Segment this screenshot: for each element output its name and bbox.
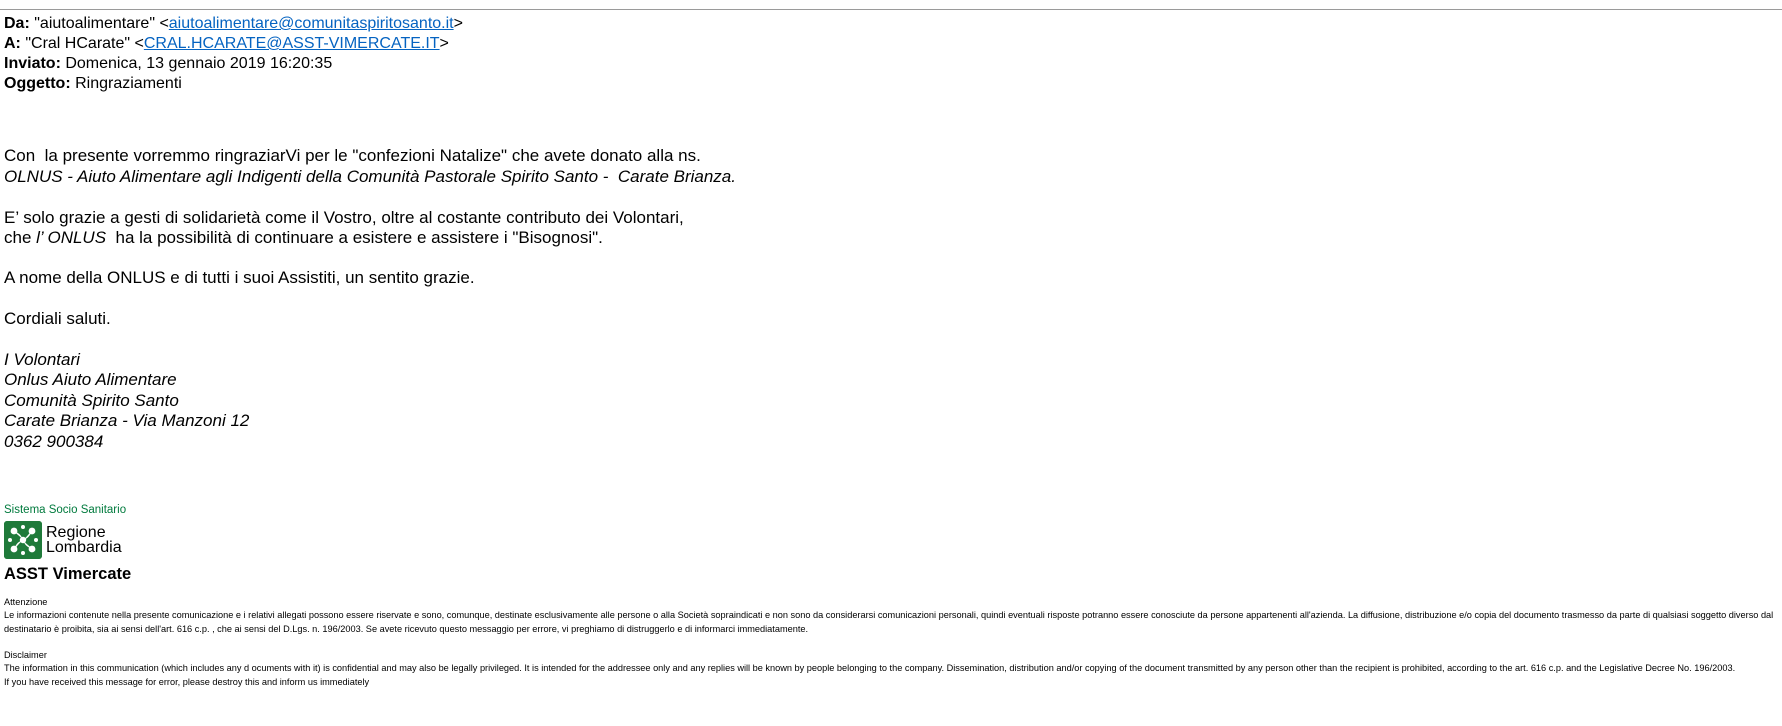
sistema-socio-sanitario-text: Sistema Socio Sanitario xyxy=(4,504,127,516)
body-line-4-pre: che xyxy=(4,228,37,247)
from-row xyxy=(4,14,463,34)
signature-line-2: Onlus Aiuto Alimentare xyxy=(4,370,177,389)
rose-camuna-icon xyxy=(4,521,42,559)
from-label: Da: xyxy=(4,15,30,32)
email-body xyxy=(4,146,736,452)
regione-text: Regione xyxy=(46,524,106,541)
disclaimer-en-text: The information in this communication (which includes any d ocuments with it) is confidential and may also be legally privileged. It is intended for the addressee only and any replies will be known by people belonging to the company. Dissemination, distribution and/or copying of the document transmitted by any person other than the recipient is prohibited, according to the art. 616 c.p. and the Legislative Decree No. 196/2003. xyxy=(4,663,1736,674)
top-divider xyxy=(0,9,1782,10)
signature-line-5: 0362 900384 xyxy=(4,431,104,451)
regione-lombardia-logo xyxy=(4,521,131,559)
body-line-2: OLNUS - Aiuto Alimentare agli Indigenti della Comunità Pastorale Spirito Santo - Carate Brianza. xyxy=(4,166,736,186)
subject-label: Oggetto: xyxy=(4,75,71,92)
body-line-4-italic: l’ ONLUS xyxy=(36,228,107,247)
regione-lombardia-text xyxy=(46,525,122,555)
legal-disclaimer xyxy=(4,596,1774,689)
from-close: > xyxy=(453,15,463,32)
body-line-1: Con la presente vorremmo ringraziarVi per le "confezioni Natalize" che avete donato alla ns. xyxy=(4,146,701,165)
regione-lombardia-logo-block xyxy=(4,503,131,584)
body-line-4 xyxy=(4,228,736,249)
signature-line-4: Carate Brianza - Via Manzoni 12 xyxy=(4,411,250,430)
subject-row xyxy=(4,74,463,94)
to-row xyxy=(4,34,463,54)
disclaimer-it-title: Attenzione xyxy=(4,597,48,607)
sent-row xyxy=(4,54,463,74)
sent-value: Domenica, 13 gennaio 2019 16:20:35 xyxy=(65,55,333,72)
email-header xyxy=(4,14,463,94)
subject-value: Ringraziamenti xyxy=(75,75,182,92)
signature-line-3: Comunità Spirito Santo xyxy=(4,390,179,410)
to-email-link[interactable]: CRAL.HCARATE@ASST-VIMERCATE.IT xyxy=(143,35,440,52)
lombardia-text: Lombardia xyxy=(46,539,122,556)
to-name: "Cral HCarate" < xyxy=(25,35,144,52)
to-label: A: xyxy=(4,35,21,52)
from-email-link[interactable]: aiutoalimentare@comunitaspiritosanto.it xyxy=(168,15,454,32)
signature-line-1: I Volontari xyxy=(4,349,80,369)
asst-vimercate-text: ASST Vimercate xyxy=(4,565,132,583)
disclaimer-en-text-2: If you have received this message for error, please destroy this and inform us immediately xyxy=(4,676,370,687)
body-line-6: Cordiali saluti. xyxy=(4,308,111,328)
disclaimer-it-text: Le informazioni contenute nella presente comunicazione e i relativi allegati possono essere riservate e sono, comunque, destinate esclusivamente alle persone o alla Società sopraindicati e non sono da considerarsi comunicazioni personali, quindi eventuali risposte potranno essere conosciute da persone appartenenti all'azienda. La diffusione, distribuzione e/o copia del documento trasmesso da parte di qualsiasi soggetto diverso dal destinatario è proibita, sia ai sensi dell'art. 616 c.p. , che ai sensi del D.Lgs. n. 196/2003. Se avete ricevuto questo messaggio per errore, vi preghiamo di distruggerlo e di informarci immediatamente. xyxy=(4,610,1774,634)
body-line-3: E’ solo grazie a gesti di solidarietà come il Vostro, oltre al costante contributo dei Volontari, xyxy=(4,207,684,227)
from-name: "aiutoalimentare" < xyxy=(34,15,169,32)
body-line-4-post: ha la possibilità di continuare a esistere e assistere i "Bisognosi". xyxy=(106,228,603,247)
to-close: > xyxy=(439,35,449,52)
body-line-5: A nome della ONLUS e di tutti i suoi Assistiti, un sentito grazie. xyxy=(4,267,475,287)
disclaimer-en-title: Disclaimer xyxy=(4,650,47,661)
sent-label: Inviato: xyxy=(4,55,61,72)
